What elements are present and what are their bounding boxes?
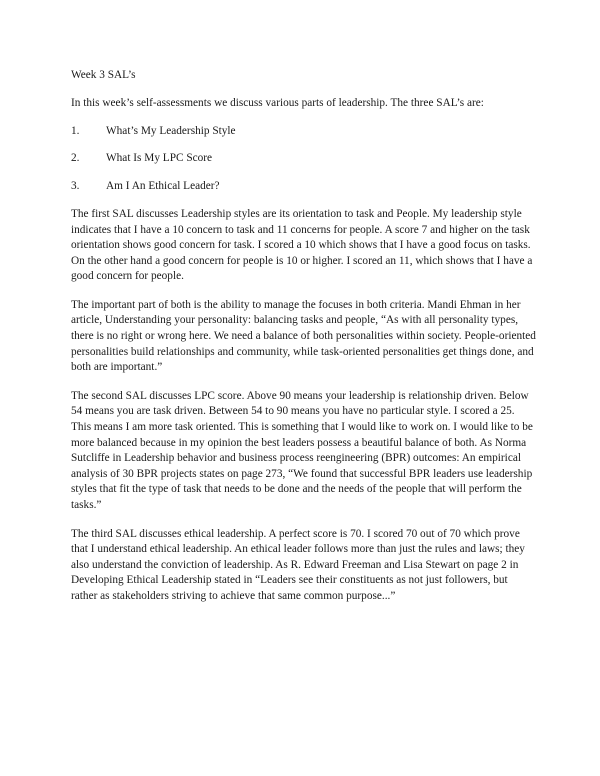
list-item (71, 124, 536, 140)
body-paragraph-leadership-style: The first SAL discusses Leadership styles are its orientation to task and People. My leadership style indicates that I have a 10 concern to task and 11 concerns for people. A score 7 and higher on the task orientation shows good concern for task. I scored a 10 which shows that I have a good focus on tasks. On the other hand a good concern for people is 10 or higher. I scored an 11, which shows that I have a good concern for people. (71, 207, 533, 283)
list-item-number: 3. (71, 180, 80, 193)
body-paragraph-lpc-score: The second SAL discusses LPC score. Above 90 means your leadership is relationship driven. Below 54 means you are task driven. Between 54 to 90 means you have no particular style. I scored a 25. This means I am more task oriented. This is something that I would like to work on. I would like to be more balanced because in my opinion the best leaders possess a beautiful balance of both. As Norma Sutcliffe in Leadership behavior and business process reengineering (BPR) outcomes: An empirical analysis of 30 BPR projects states on page 273, “We found that successful BPR leaders use leadership styles that fit the type of task that needs to be done and the needs of the people that will perform the tasks.” (71, 389, 533, 511)
body-paragraph-balance: The important part of both is the ability to manage the focuses in both criteria. Mandi Ehman in her article, Understanding your personality: balancing tasks and people, “As with all personality types, there is no right or wrong here. We need a balance of both personalities within society. People-oriented personalities build relationships and community, while task-oriented personalities get things done, and both are important.” (71, 298, 536, 374)
list-item (71, 179, 536, 195)
list-item (71, 151, 536, 167)
body-paragraph-ethical-leadership: The third SAL discusses ethical leadership. A perfect score is 70. I scored 70 out of 70 which prove that I understand ethical leadership. An ethical leader follows more than just the rules and laws; they also understand the conviction of leadership. As R. Edward Freeman and Lisa Stewart on page 2 in Developing Ethical Leadership stated in “Leaders see their constituents as not just followers, but rather as stakeholders striving to achieve that same common purpose...” (71, 527, 525, 602)
list-item-text: Am I An Ethical Leader? (106, 180, 220, 193)
document-title: Week 3 SAL’s (71, 69, 136, 81)
list-item-text: What’s My Leadership Style (106, 124, 236, 137)
list-item-number: 2. (71, 152, 80, 165)
list-item-number: 1. (71, 124, 80, 137)
sal-list (71, 124, 536, 195)
list-item-text: What Is My LPC Score (106, 152, 213, 165)
document-body (71, 68, 536, 618)
intro-paragraph: In this week’s self-assessments we discuss various parts of leadership. The three SAL’s are: (71, 96, 484, 109)
